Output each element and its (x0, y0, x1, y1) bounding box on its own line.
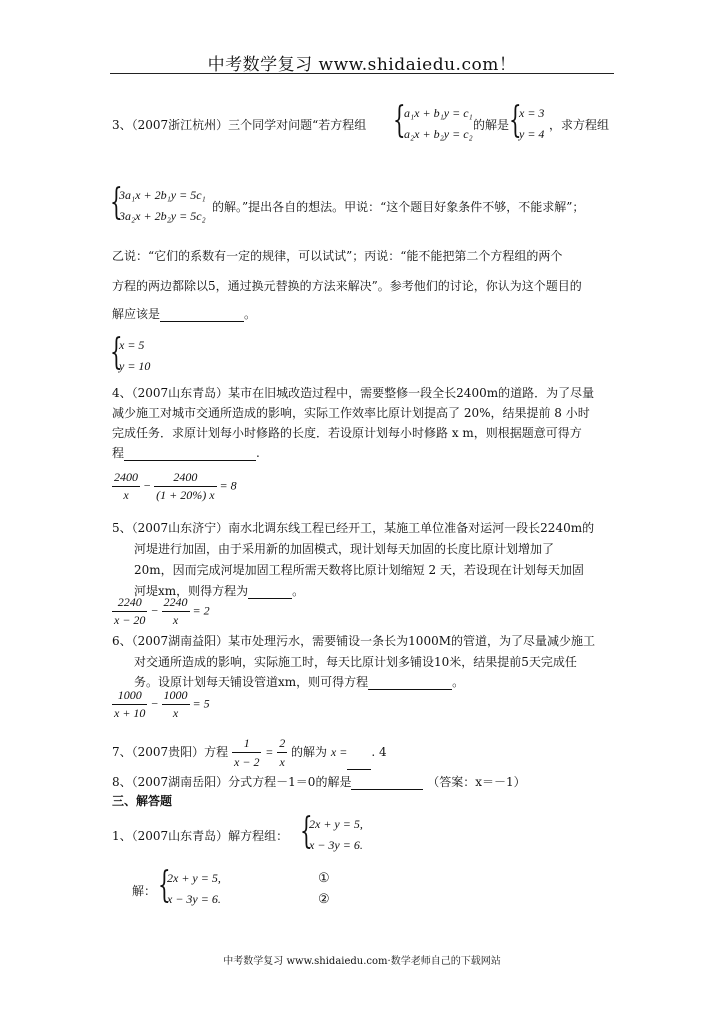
q4-line4 (112, 445, 260, 461)
q3-answer-eq2: y = 10 (119, 359, 151, 373)
q6-line3-text: 务。设原计划每天铺设管道xm，则可得方程 (134, 675, 369, 689)
q4-fraction-1 (112, 470, 140, 503)
q3-line4: 方程的两边都除以5，通过换元替换的方法来解决”。参考他们的讨论，你认为这个题目的 (112, 279, 582, 293)
q3-sol1-eq2: y = 4 (519, 127, 545, 141)
q8-line (112, 774, 526, 790)
q3-line5-text: 解应该是 (112, 307, 161, 321)
q7-fraction-1 (232, 735, 261, 770)
q8-answer-blank (351, 777, 423, 790)
q6-minus: − (150, 696, 159, 711)
q6-answer-blank (368, 677, 452, 690)
q4-frac1-den: x (123, 488, 129, 502)
q7-x-eq: x = (330, 745, 348, 759)
q5-frac2-num: 2240 (162, 595, 190, 612)
q6-frac1-num: 1000 (112, 688, 147, 705)
q3-line1-suffix: ，求方程组 (549, 118, 610, 132)
q3-line2-suffix: 的解。”提出各自的想法。甲说：“这个题目好象条件不够，不能求解”； (212, 200, 585, 214)
q7-frac1-num: 1 (232, 735, 261, 753)
q4-line4-text: 程 (112, 446, 125, 460)
q3-line1-mid: 的解是 (473, 118, 510, 132)
q4-rhs: = 8 (219, 478, 237, 493)
p1-brace: { (300, 811, 313, 852)
q6-frac2-den: x (172, 706, 179, 720)
q3-sys2-eq2: 3a₂x + 2b₂y = 5c₂ (119, 209, 206, 223)
p1-solution-eq1: 2x + y = 5, (167, 871, 221, 885)
q5-line4-end: 。 (292, 584, 305, 598)
q7-end: . 4 (371, 745, 387, 759)
q4-line1: 4、（2007山东青岛）某市在旧城改造过程中，需要整修一段全长2400m的道路．为了尽量 (112, 386, 595, 400)
q4-line2: 减少施工对城市交通所造成的影响，实际工作效率比原计划提高了 20%，结果提前 8 小时 (112, 406, 590, 420)
q6-fraction-2 (162, 688, 190, 721)
q3-sys1-brace: { (393, 100, 406, 141)
section-3-title: 三、解答题 (112, 794, 173, 808)
q3-sys1-eq2: a₂x + b₂y = c₂ (404, 127, 473, 141)
p1-solution-brace: { (158, 865, 171, 906)
q5-rhs: = 2 (192, 603, 210, 618)
q6-line2: 对交通所造成的影响，实际施工时，每天比原计划多铺设10米，结果提前5天完成任 (134, 655, 577, 669)
q7-frac2-num: 2 (277, 735, 287, 753)
p1-mark-1: ① (318, 871, 330, 886)
header-rule (110, 73, 614, 74)
q7-frac2-den: x (279, 755, 285, 769)
q3-sol1-eq1: x = 3 (519, 106, 545, 120)
q5-fraction-1 (112, 595, 147, 628)
q6-line1: 6、（2007湖南益阳）某市处理污水，需要铺设一条长为1000M的管道，为了尽量减少施工 (112, 634, 596, 648)
q7-mid: 的解为 (291, 745, 328, 759)
p1-eq1: 2x + y = 5, (309, 817, 363, 831)
q3-line1-prefix: 3、（2007浙江杭州）三个同学对问题“若方程组 (112, 118, 367, 132)
q5-line3: 20m，因而完成河堤加固工程所需天数将比原计划缩短 2 天，若设现在计划每天加固 (134, 563, 584, 577)
q5-frac2-den: x (172, 613, 179, 627)
q3-answer-brace: { (110, 332, 123, 373)
q3-answer-blank (160, 309, 244, 322)
q5-fraction-2 (162, 595, 190, 628)
q7-frac1-den: x − 2 (234, 755, 260, 769)
q7-line (112, 735, 387, 770)
q3-sys2-eq1: 3a₁x + 2b₁y = 5c₁ (119, 188, 206, 202)
p1-solution-eq2: x − 3y = 6. (167, 892, 221, 906)
q5-minus: − (150, 603, 159, 618)
q4-fraction-2 (154, 470, 216, 503)
q5-answer-blank (248, 586, 292, 599)
q5-answer-equation (112, 595, 210, 628)
q8-prefix: 8、（2007湖南岳阳）分式方程－1＝0的解是 (112, 775, 352, 789)
q4-line4-end: . (256, 446, 260, 460)
q7-prefix: 7、（2007贵阳）方程 (112, 745, 229, 759)
q4-frac2-num: 2400 (154, 470, 216, 487)
q3-line5-end: 。 (244, 307, 257, 321)
q7-equals: = (265, 745, 274, 759)
page-header-title: 中考数学复习 www.shidaiedu.com！ (207, 55, 517, 75)
q4-frac2-den: (1 + 20%) x (156, 488, 215, 502)
q3-line3: 乙说：“它们的系数有一定的规律，可以试试”；丙说：“能不能把第二个方程组的两个 (112, 249, 563, 263)
q5-frac1-den: x − 20 (114, 613, 146, 627)
q6-frac1-den: x + 10 (114, 706, 146, 720)
q3-line5 (112, 306, 256, 322)
q4-answer-blank (124, 448, 256, 461)
q5-line1: 5、（2007山东济宁）南水北调东线工程已经开工，某施工单位准备对运河一段长2240m的 (112, 521, 595, 535)
q6-answer-equation (112, 688, 210, 721)
q6-rhs: = 5 (192, 696, 210, 711)
q3-sol1-brace: { (509, 100, 522, 141)
q6-frac2-num: 1000 (162, 688, 190, 705)
q3-answer-eq1: x = 5 (119, 338, 145, 352)
q6-line3-end: 。 (452, 675, 465, 689)
q5-frac1-num: 2240 (112, 595, 147, 612)
page-footer: 中考数学复习 www.shidaiedu.com·数学老师自己的下载网站 (223, 956, 501, 967)
q4-line3: 完成任务．求原计划每小时修路的长度．若设原计划每小时修路 x m，则根据题意可得方 (112, 426, 582, 440)
q5-line4-text: 河堤xm，则得方程为 (134, 584, 249, 598)
p1-solution-label: 解： (132, 884, 157, 898)
q8-answer: （答案：x＝－1） (427, 775, 526, 789)
p1-mark-2: ② (318, 892, 330, 907)
q3-sys2-brace: { (110, 182, 123, 223)
q7-fraction-2 (277, 735, 287, 770)
q6-fraction-1 (112, 688, 147, 721)
q4-answer-equation (112, 470, 237, 503)
p1-eq2: x − 3y = 6. (309, 838, 363, 852)
q4-frac1-num: 2400 (112, 470, 140, 487)
q3-sys1-eq1: a₁x + b₁y = c₁ (404, 106, 473, 120)
q7-answer-blank (347, 757, 371, 770)
p1-prefix: 1、（2007山东青岛）解方程组： (112, 829, 289, 843)
q4-minus: − (143, 478, 152, 493)
q5-line2: 河堤进行加固，由于采用新的加固模式，现计划每天加固的长度比原计划增加了 (134, 542, 555, 556)
